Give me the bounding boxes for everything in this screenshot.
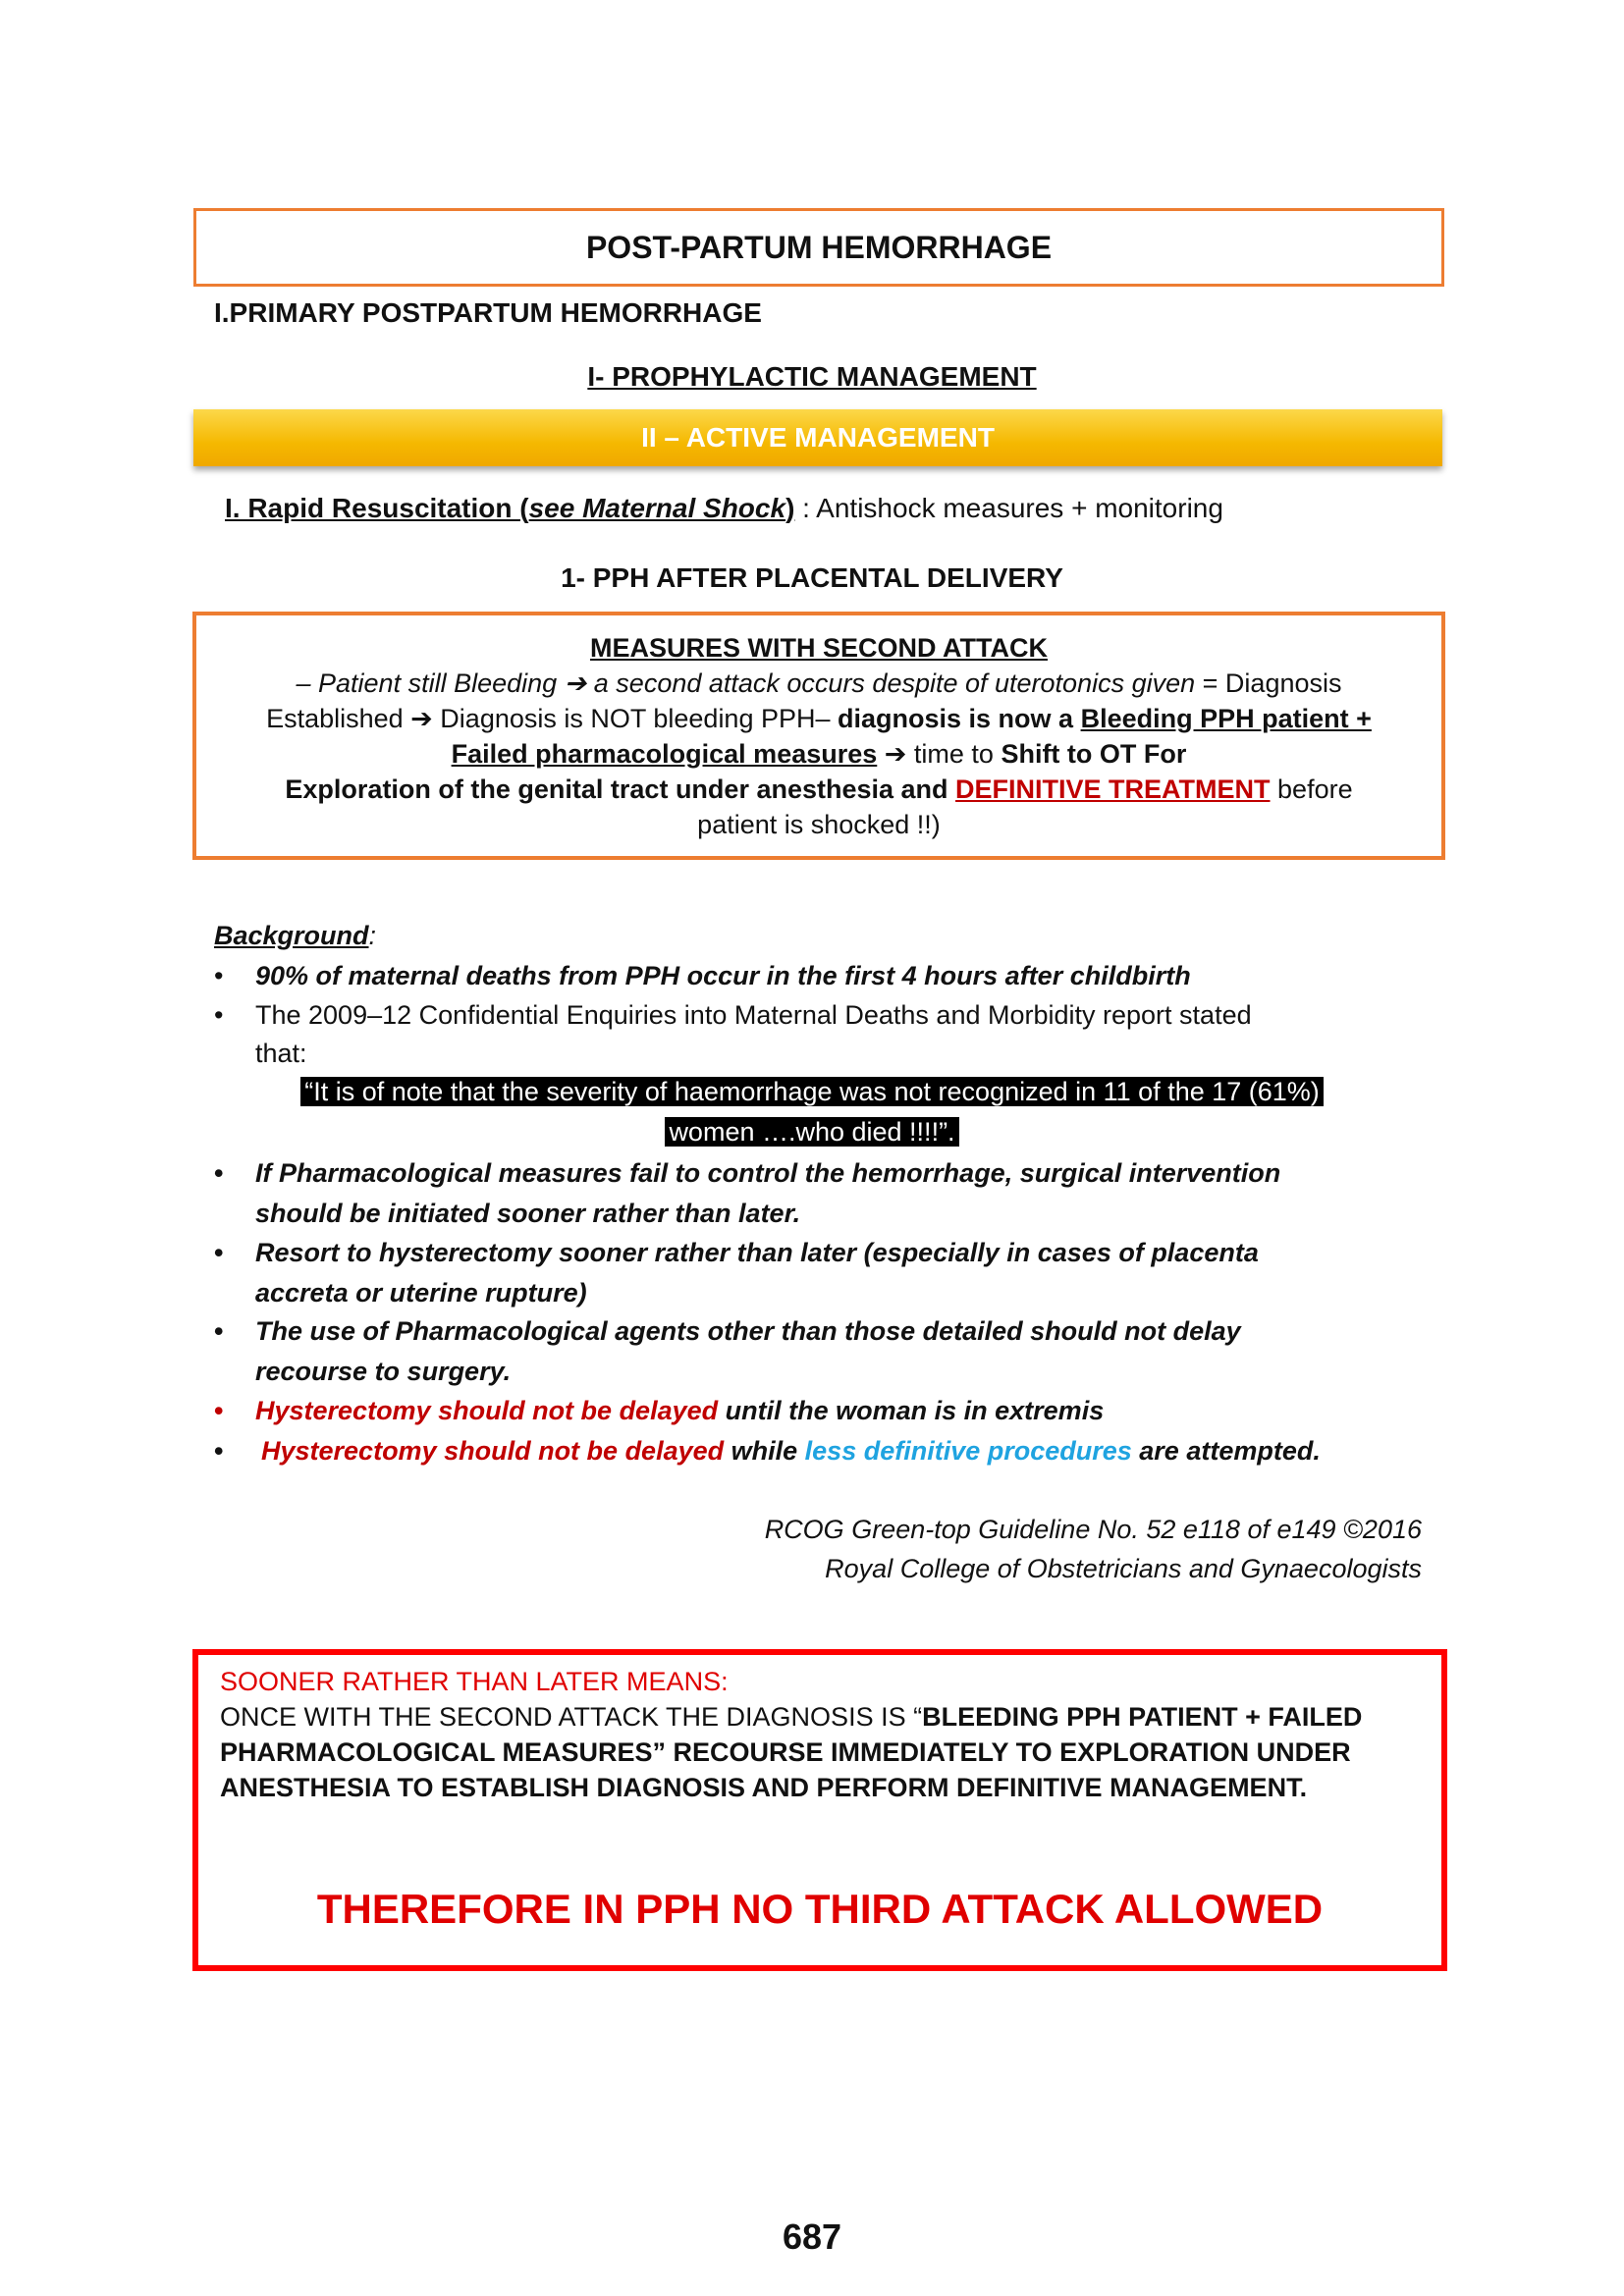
bullet: •: [214, 1158, 224, 1188]
maternal-shock-link[interactable]: see Maternal Shock: [528, 493, 786, 523]
bullet: •: [214, 1396, 224, 1425]
bullet: •: [214, 1316, 224, 1346]
reference-line1: RCOG Green-top Guideline No. 52 e118 of e149 ©2016: [764, 1515, 1422, 1544]
bullet-7-blue: less definitive procedures: [804, 1436, 1132, 1466]
active-management-banner: [193, 409, 1442, 466]
measures-line5: patient is shocked !!): [697, 810, 941, 839]
quote-line2: women ….who died !!!!”.: [665, 1117, 958, 1147]
bullet-6-rest: until the woman is in extremis: [718, 1396, 1105, 1425]
bullet: •: [214, 961, 224, 990]
bullet-6: [255, 1396, 1104, 1426]
sooner-heading: SOONER RATHER THAN LATER MEANS:: [220, 1667, 729, 1696]
prophylactic-heading: I- PROPHYLACTIC MANAGEMENT: [587, 361, 1037, 392]
bullet: •: [214, 1436, 224, 1466]
measures-line4: Exploration of the genital tract under anesthesia and: [285, 774, 956, 804]
rapid-rest: : Antishock measures + monitoring: [794, 493, 1223, 523]
definitive-treatment: DEFINITIVE TREATMENT: [955, 774, 1271, 804]
measures-line1: – Patient still Bleeding ➔ a second attack occurs despite of uterotonics given: [296, 668, 1203, 698]
rapid-label: I. Rapid Resuscitation (: [225, 493, 529, 523]
quote-line1: “It is of note that the severity of haemorrhage was not recognized in 11 of the 17 (61%): [300, 1077, 1324, 1106]
bullet-6-red: Hysterectomy should not be delayed: [255, 1396, 719, 1425]
bullet: •: [214, 1000, 224, 1030]
measures-line2c: Bleeding PPH patient +: [1080, 704, 1372, 733]
measures-heading: MEASURES WITH SECOND ATTACK: [590, 633, 1048, 663]
background-heading: [214, 921, 376, 951]
measures-line1b: = Diagnosis: [1202, 668, 1342, 698]
bullet-7: [261, 1436, 1321, 1467]
background-colon: :: [368, 921, 377, 950]
bullet-4: Resort to hysterectomy sooner rather than later (especially in cases of placenta: [255, 1238, 1259, 1267]
measures-line4c: before: [1270, 774, 1353, 804]
sooner-line1b: BLEEDING PPH PATIENT + FAILED: [922, 1702, 1363, 1732]
active-management-text: II – ACTIVE MANAGEMENT: [641, 422, 995, 453]
bullet-7-rest: are attempted.: [1131, 1436, 1321, 1466]
sooner-conclusion: THEREFORE IN PPH NO THIRD ATTACK ALLOWED: [316, 1886, 1324, 1932]
section-heading: I.PRIMARY POSTPARTUM HEMORRHAGE: [214, 297, 762, 328]
measures-line3: Failed pharmacological measures: [451, 739, 878, 769]
page-number: 687: [782, 2216, 842, 2257]
bullet-1: 90% of maternal deaths from PPH occur in the first 4 hours after childbirth: [255, 961, 1191, 990]
bullet-2: The 2009–12 Confidential Enquiries into Maternal Deaths and Morbidity report stated: [255, 1000, 1252, 1030]
sooner-box: [192, 1649, 1447, 1971]
bullet-7-while: while: [724, 1436, 805, 1466]
rapid-resuscitation-line: [225, 493, 1223, 524]
rapid-close: ): [785, 493, 795, 523]
bullet-5: The use of Pharmacological agents other than those detailed should not delay: [255, 1316, 1241, 1346]
bullet-4-cont: accreta or uterine rupture): [255, 1278, 587, 1308]
pph-after-heading: 1- PPH AFTER PLACENTAL DELIVERY: [561, 562, 1063, 593]
bullet-2-cont: that:: [255, 1039, 307, 1068]
bullet: •: [214, 1238, 224, 1267]
sooner-line3: ANESTHESIA TO ESTABLISH DIAGNOSIS AND PERFORM DEFINITIVE MANAGEMENT.: [220, 1773, 1308, 1802]
measures-line2: Established ➔ Diagnosis is NOT bleeding PPH–: [266, 704, 839, 733]
sooner-line1: ONCE WITH THE SECOND ATTACK THE DIAGNOSIS IS “: [220, 1702, 923, 1732]
background-label: Background: [214, 921, 369, 950]
measures-box: [192, 612, 1445, 860]
measures-line2b: diagnosis is now a: [838, 704, 1081, 733]
sooner-line2: PHARMACOLOGICAL MEASURES” RECOURSE IMMEDIATELY TO EXPLORATION UNDER: [220, 1737, 1351, 1767]
bullet-5-cont: recourse to surgery.: [255, 1357, 512, 1386]
measures-line3c: Shift to OT For: [1001, 739, 1187, 769]
measures-line3b: ➔ time to: [877, 739, 1001, 769]
title-text: POST-PARTUM HEMORRHAGE: [585, 229, 1053, 265]
reference-line2: Royal College of Obstetricians and Gynaecologists: [825, 1554, 1422, 1583]
bullet-3-cont: should be initiated sooner rather than later.: [255, 1199, 801, 1228]
bullet-3: If Pharmacological measures fail to control the hemorrhage, surgical intervention: [255, 1158, 1281, 1188]
page-title: [193, 208, 1444, 287]
bullet-7-red: Hysterectomy should not be delayed: [261, 1436, 725, 1466]
